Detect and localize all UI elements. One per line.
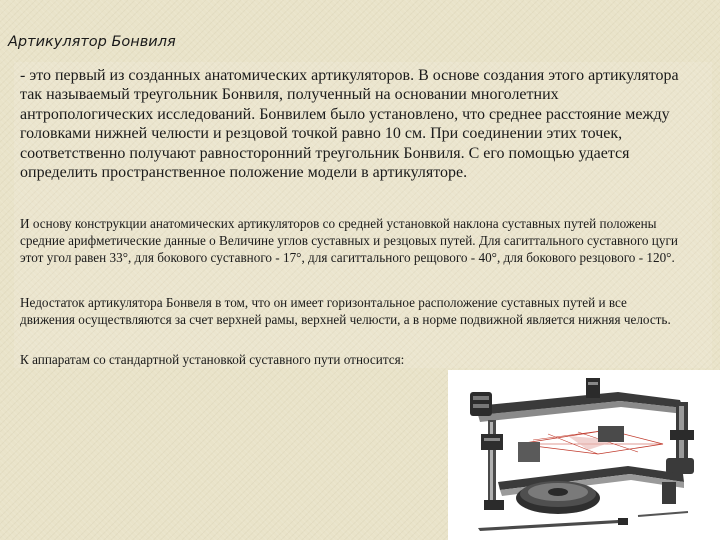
slide-title: Артикулятор Бонвиля [8,34,176,50]
articulator-figure [448,370,720,540]
standard-devices-paragraph: К аппаратам со стандартной установкой суставного пути относится: [20,352,405,367]
articulator-illustration-icon [448,370,720,540]
intro-paragraph: - это первый из созданных анатомических артикуляторов. В основе создания этого артикулятора так называемый треугольник Бонвиля, полученный на основании многолетних антропологических исследований. Бонвилем было установлено, что среднее расстояние между головками нижней челюсти и резцовой точкой равно 10 см. При соединении этих точек, соответственно получают равносторонний треугольник Бонвиля. С его помощью удается определить пространственное положение модели в артикуляторе. [20,67,679,182]
drawback-paragraph: Недостаток артикулятора Бонвеля в том, что он имеет горизонтальное расположение суставных путей и все движения осуществляются за счет верхней рамы, верхней челюсти, а в норме подвижной является нижняя челость. [20,295,671,328]
construction-paragraph: И основу конструкции анатомических артикуляторов со средней установкой наклона суставных путей положены средние арифметические данные о Величине углов суставных и резцовых путей. Для сагиттального суставного цуги этот угол равен 33°, для бокового суставного - 17°, для сагиттального рещового - 40°, для бокового резцового - 120°. [20,216,678,266]
